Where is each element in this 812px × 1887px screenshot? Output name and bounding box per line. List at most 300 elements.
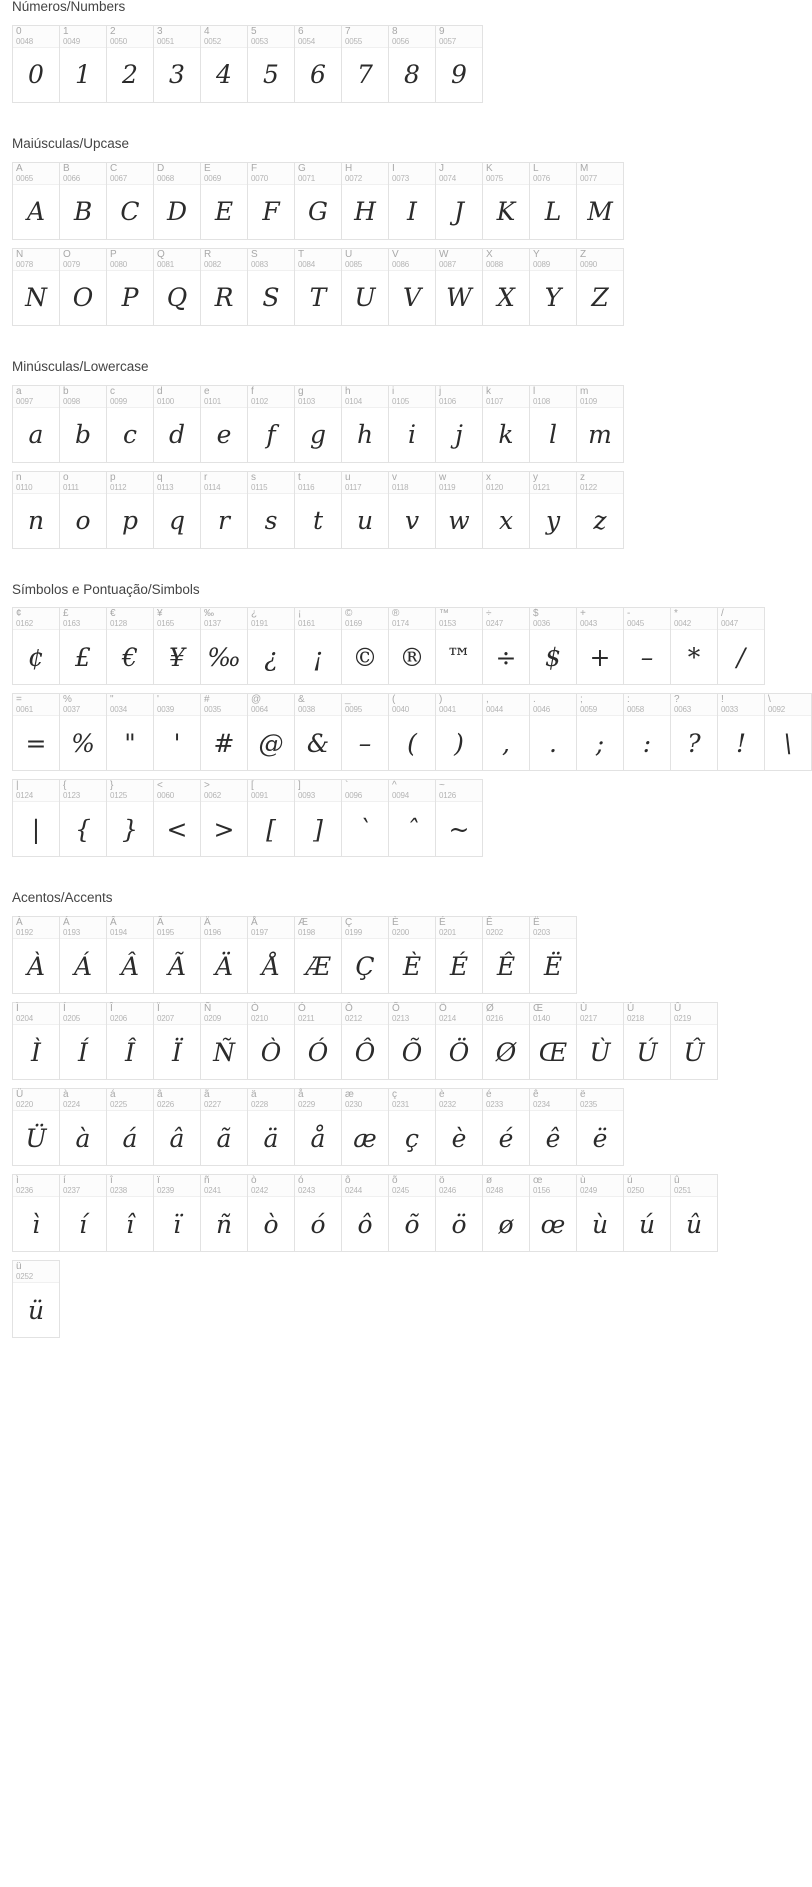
glyph-cell[interactable]: [154, 249, 201, 326]
glyph-meta: [13, 1003, 59, 1025]
glyph-cell[interactable]: [483, 1089, 530, 1166]
glyph-grid: [0, 15, 661, 103]
glyph-cell[interactable]: [436, 780, 483, 857]
glyph-row: [12, 1260, 60, 1338]
glyph-char-label: Ì: [16, 1003, 19, 1015]
glyph-code-label: 0078: [16, 259, 33, 269]
glyph-cell[interactable]: [295, 780, 342, 857]
glyph-cell[interactable]: [201, 472, 248, 549]
glyph-preview: <: [166, 814, 188, 844]
glyph-cell[interactable]: [201, 780, 248, 857]
glyph-cell[interactable]: [60, 1089, 107, 1166]
glyph-cell[interactable]: [577, 1175, 624, 1252]
glyph-cell[interactable]: [436, 472, 483, 549]
glyph-meta: [201, 780, 247, 802]
glyph-cell[interactable]: [154, 917, 201, 994]
glyph-cell[interactable]: [530, 249, 577, 326]
glyph-cell[interactable]: [60, 694, 107, 771]
glyph-cell[interactable]: [342, 694, 389, 771]
glyph-meta: [530, 608, 576, 630]
glyph-char-label: ‰: [204, 608, 214, 620]
glyph-cell[interactable]: [201, 1089, 248, 1166]
glyph-meta: [295, 386, 341, 408]
glyph-meta: [154, 780, 200, 802]
glyph-cell[interactable]: [60, 249, 107, 326]
glyph-cell[interactable]: [342, 1089, 389, 1166]
glyph-cell[interactable]: [13, 1003, 60, 1080]
glyph-cell[interactable]: [342, 249, 389, 326]
glyph-preview: ì: [32, 1209, 40, 1239]
glyph-char-label: ô: [345, 1175, 351, 1187]
glyph-cell[interactable]: [60, 1175, 107, 1252]
glyph-cell[interactable]: [389, 694, 436, 771]
glyph-char-label: v: [392, 471, 397, 483]
glyph-cell[interactable]: [13, 1089, 60, 1166]
glyph-cell[interactable]: [295, 26, 342, 103]
glyph-meta: [295, 917, 341, 939]
glyph-cell[interactable]: [201, 1175, 248, 1252]
glyph-code-label: 0153: [439, 619, 456, 629]
glyph-cell[interactable]: [295, 1089, 342, 1166]
glyph-cell[interactable]: [154, 472, 201, 549]
glyph-code-label: 0169: [345, 619, 362, 629]
glyph-preview: À: [26, 951, 46, 981]
glyph-cell[interactable]: [295, 472, 342, 549]
glyph-preview: Ã: [167, 951, 187, 981]
glyph-cell[interactable]: [577, 386, 624, 463]
glyph-cell[interactable]: [248, 249, 295, 326]
glyph-meta: [342, 1175, 388, 1197]
glyph-cell[interactable]: [577, 608, 624, 685]
glyph-cell[interactable]: [154, 386, 201, 463]
glyph-char-label: E: [204, 162, 211, 174]
glyph-code-label: 0097: [16, 396, 33, 406]
glyph-char-label: A: [16, 162, 23, 174]
glyph-cell[interactable]: [530, 1003, 577, 1080]
glyph-code-label: 0219: [674, 1014, 691, 1024]
glyph-cell[interactable]: [389, 163, 436, 240]
glyph-code-label: 0126: [439, 791, 456, 801]
glyph-cell[interactable]: [13, 26, 60, 103]
glyph-cell[interactable]: [389, 608, 436, 685]
glyph-meta: [248, 163, 294, 185]
glyph-cell[interactable]: [483, 1003, 530, 1080]
glyph-cell[interactable]: [389, 26, 436, 103]
glyph-cell[interactable]: [577, 249, 624, 326]
glyph-meta: [530, 694, 576, 716]
glyph-cell[interactable]: [248, 1175, 295, 1252]
glyph-preview: O: [72, 283, 94, 313]
glyph-cell[interactable]: [107, 608, 154, 685]
section-title: Maiúsculas/Upcase: [12, 135, 130, 151]
glyph-preview: Ù: [589, 1037, 611, 1067]
glyph-cell[interactable]: [107, 1175, 154, 1252]
glyph-char-label: l: [533, 385, 536, 397]
glyph-cell[interactable]: [248, 26, 295, 103]
glyph-cell[interactable]: [107, 694, 154, 771]
glyph-preview: Ò: [260, 1037, 282, 1067]
glyph-code-label: 0140: [533, 1014, 550, 1024]
glyph-row: [12, 471, 624, 549]
glyph-cell[interactable]: [201, 26, 248, 103]
glyph-cell[interactable]: [530, 917, 577, 994]
glyph-cell[interactable]: [483, 917, 530, 994]
glyph-cell[interactable]: [107, 386, 154, 463]
glyph-meta: [107, 1089, 153, 1111]
glyph-preview: 5: [263, 60, 279, 90]
glyph-cell[interactable]: [295, 163, 342, 240]
glyph-cell[interactable]: [154, 694, 201, 771]
glyph-cell[interactable]: [295, 608, 342, 685]
glyph-cell[interactable]: [201, 249, 248, 326]
glyph-cell[interactable]: [201, 163, 248, 240]
glyph-code-label: 0207: [157, 1014, 174, 1024]
glyph-meta: [107, 249, 153, 271]
glyph-cell[interactable]: [530, 163, 577, 240]
glyph-cell[interactable]: [201, 608, 248, 685]
glyph-char-label: _: [345, 694, 351, 706]
glyph-meta: [577, 694, 623, 716]
glyph-cell[interactable]: [154, 1003, 201, 1080]
glyph-cell[interactable]: [483, 694, 530, 771]
glyph-cell[interactable]: [154, 1175, 201, 1252]
glyph-meta: [671, 608, 717, 630]
glyph-cell[interactable]: [389, 386, 436, 463]
glyph-cell[interactable]: [60, 386, 107, 463]
section-spacer: [0, 326, 661, 360]
glyph-code-label: 0068: [157, 173, 174, 183]
glyph-preview: ¡: [312, 642, 324, 672]
glyph-cell[interactable]: [13, 917, 60, 994]
glyph-preview: Z: [591, 283, 609, 313]
glyph-cell[interactable]: [483, 386, 530, 463]
glyph-meta: [13, 1261, 59, 1283]
glyph-cell[interactable]: [154, 1089, 201, 1166]
glyph-char-label: i: [392, 385, 395, 397]
glyph-char-label: ®: [392, 608, 400, 620]
glyph-code-label: 0041: [439, 705, 456, 715]
glyph-preview: 9: [451, 60, 467, 90]
glyph-cell[interactable]: [530, 1089, 577, 1166]
glyph-code-label: 0192: [16, 928, 33, 938]
glyph-code-label: 0100: [157, 396, 174, 406]
glyph-char-label: ™: [439, 608, 449, 620]
glyph-section: [0, 0, 661, 103]
glyph-preview: œ: [540, 1209, 566, 1239]
glyph-cell[interactable]: [295, 917, 342, 994]
glyph-cell[interactable]: [389, 780, 436, 857]
glyph-cell[interactable]: [60, 26, 107, 103]
glyph-char-label: M: [580, 162, 589, 174]
glyph-cell[interactable]: [107, 917, 154, 994]
glyph-preview: î: [126, 1209, 134, 1239]
glyph-meta: [154, 917, 200, 939]
glyph-preview: g: [309, 420, 326, 450]
glyph-cell[interactable]: [248, 780, 295, 857]
glyph-preview: ø: [498, 1209, 514, 1239]
glyph-code-label: 0229: [298, 1100, 315, 1110]
glyph-char-label: ä: [251, 1089, 257, 1101]
glyph-cell[interactable]: [483, 249, 530, 326]
glyph-cell[interactable]: [13, 472, 60, 549]
glyph-code-label: 0247: [486, 619, 503, 629]
glyph-row: [12, 693, 812, 771]
glyph-cell[interactable]: [107, 1089, 154, 1166]
glyph-cell[interactable]: [107, 472, 154, 549]
glyph-cell[interactable]: [201, 1003, 248, 1080]
glyph-cell[interactable]: [483, 163, 530, 240]
glyph-cell[interactable]: [342, 26, 389, 103]
glyph-meta: [60, 694, 106, 716]
glyph-preview: 2: [122, 60, 138, 90]
glyph-code-label: 0120: [486, 482, 503, 492]
glyph-char-label: Á: [63, 917, 70, 929]
glyph-cell[interactable]: [436, 386, 483, 463]
glyph-meta: [436, 780, 482, 802]
glyph-cell[interactable]: [154, 608, 201, 685]
glyph-cell[interactable]: [295, 1175, 342, 1252]
glyph-cell[interactable]: [295, 694, 342, 771]
glyph-preview: ': [173, 728, 181, 758]
glyph-char-label: g: [298, 385, 304, 397]
glyph-cell[interactable]: [436, 249, 483, 326]
glyph-code-label: 0057: [439, 36, 456, 46]
glyph-code-label: 0206: [110, 1014, 127, 1024]
glyph-cell[interactable]: [483, 1175, 530, 1252]
glyph-meta: [60, 386, 106, 408]
glyph-meta: [248, 1003, 294, 1025]
glyph-cell[interactable]: [295, 386, 342, 463]
glyph-meta: [60, 1175, 106, 1197]
glyph-cell[interactable]: [248, 163, 295, 240]
glyph-row: [12, 607, 765, 685]
glyph-section: [0, 857, 705, 1338]
glyph-cell[interactable]: [436, 694, 483, 771]
glyph-preview: &: [306, 728, 330, 758]
glyph-preview: ~: [448, 814, 470, 844]
glyph-cell[interactable]: [671, 608, 718, 685]
glyph-cell[interactable]: [60, 608, 107, 685]
glyph-cell[interactable]: [436, 1089, 483, 1166]
glyph-char-label: G: [298, 162, 306, 174]
glyph-cell[interactable]: [60, 780, 107, 857]
glyph-cell[interactable]: [389, 1089, 436, 1166]
glyph-meta: [342, 163, 388, 185]
glyph-preview: x: [498, 506, 514, 536]
glyph-cell[interactable]: [577, 1003, 624, 1080]
glyph-preview: :: [642, 728, 652, 758]
glyph-preview: Œ: [538, 1037, 568, 1067]
glyph-cell[interactable]: [530, 1175, 577, 1252]
glyph-cell[interactable]: [60, 472, 107, 549]
glyph-preview: –: [358, 728, 372, 758]
glyph-cell[interactable]: [13, 386, 60, 463]
glyph-cell[interactable]: [389, 472, 436, 549]
glyph-cell[interactable]: [295, 249, 342, 326]
glyph-cell[interactable]: [107, 1003, 154, 1080]
glyph-cell[interactable]: [671, 694, 718, 771]
glyph-code-label: 0095: [345, 705, 362, 715]
glyph-cell[interactable]: [624, 1175, 671, 1252]
glyph-cell[interactable]: [107, 26, 154, 103]
glyph-meta: [342, 917, 388, 939]
glyph-meta: [436, 26, 482, 48]
glyph-cell[interactable]: [577, 472, 624, 549]
glyph-cell[interactable]: [483, 472, 530, 549]
glyph-char-label: ': [157, 694, 159, 706]
glyph-cell[interactable]: [624, 1003, 671, 1080]
glyph-code-label: 0043: [580, 619, 597, 629]
glyph-preview: ù: [591, 1209, 609, 1239]
glyph-char-label: =: [16, 694, 22, 706]
glyph-cell[interactable]: [436, 608, 483, 685]
glyph-char-label: .: [533, 694, 536, 706]
glyph-code-label: 0098: [63, 396, 80, 406]
glyph-char-label: n: [16, 471, 22, 483]
glyph-code-label: 0205: [63, 1014, 80, 1024]
glyph-cell[interactable]: [107, 249, 154, 326]
glyph-char-label: ó: [298, 1175, 304, 1187]
glyph-cell[interactable]: [436, 1175, 483, 1252]
glyph-code-label: 0110: [16, 482, 33, 492]
glyph-meta: [342, 1003, 388, 1025]
glyph-char-label: ¡: [298, 608, 302, 620]
glyph-cell[interactable]: [248, 917, 295, 994]
glyph-char-label: j: [439, 385, 442, 397]
glyph-meta: [436, 472, 482, 494]
glyph-cell[interactable]: [60, 917, 107, 994]
glyph-cell[interactable]: [436, 917, 483, 994]
glyph-preview: q: [168, 506, 185, 536]
glyph-cell[interactable]: [154, 163, 201, 240]
glyph-cell[interactable]: [342, 608, 389, 685]
glyph-cell[interactable]: [13, 780, 60, 857]
glyph-cell[interactable]: [295, 1003, 342, 1080]
glyph-cell[interactable]: [624, 608, 671, 685]
glyph-cell[interactable]: [248, 1089, 295, 1166]
glyph-preview: Ñ: [213, 1037, 235, 1067]
glyph-cell[interactable]: [154, 780, 201, 857]
glyph-cell[interactable]: [624, 694, 671, 771]
glyph-meta: [389, 249, 435, 271]
glyph-char-label: b: [63, 385, 69, 397]
glyph-char-label: `: [345, 780, 349, 792]
glyph-cell[interactable]: [718, 694, 765, 771]
glyph-cell[interactable]: [342, 917, 389, 994]
glyph-cell[interactable]: [13, 163, 60, 240]
glyph-preview: #: [213, 728, 235, 758]
glyph-cell[interactable]: [530, 472, 577, 549]
glyph-char-label: ;: [580, 694, 583, 706]
glyph-cell[interactable]: [342, 780, 389, 857]
glyph-cell[interactable]: [248, 1003, 295, 1080]
glyph-cell[interactable]: [13, 249, 60, 326]
glyph-char-label: !: [721, 694, 724, 706]
glyph-cell[interactable]: [13, 1261, 60, 1338]
glyph-cell[interactable]: [248, 694, 295, 771]
glyph-char-label: é: [486, 1089, 492, 1101]
glyph-cell[interactable]: [436, 26, 483, 103]
glyph-cell[interactable]: [530, 608, 577, 685]
glyph-meta: [436, 1089, 482, 1111]
glyph-meta: [624, 1175, 670, 1197]
glyph-cell[interactable]: [577, 163, 624, 240]
glyph-preview: e: [216, 420, 232, 450]
glyph-preview: K: [496, 197, 516, 227]
glyph-code-label: 0214: [439, 1014, 456, 1024]
glyph-cell[interactable]: [107, 780, 154, 857]
glyph-cell[interactable]: [13, 1175, 60, 1252]
glyph-cell[interactable]: [201, 917, 248, 994]
glyph-preview: %: [71, 728, 95, 758]
glyph-cell[interactable]: [13, 608, 60, 685]
glyph-char-label: Ä: [204, 917, 211, 929]
glyph-char-label: p: [110, 471, 116, 483]
glyph-cell[interactable]: [60, 163, 107, 240]
glyph-code-label: 0250: [627, 1186, 644, 1196]
glyph-grid: [0, 152, 661, 326]
glyph-cell[interactable]: [13, 694, 60, 771]
glyph-cell[interactable]: [436, 1003, 483, 1080]
glyph-meta: [483, 1089, 529, 1111]
glyph-cell[interactable]: [436, 163, 483, 240]
glyph-cell[interactable]: [107, 163, 154, 240]
glyph-preview: £: [75, 642, 91, 672]
glyph-meta: [530, 163, 576, 185]
glyph-cell[interactable]: [342, 163, 389, 240]
glyph-char-label: î: [110, 1175, 113, 1187]
glyph-cell[interactable]: [389, 249, 436, 326]
glyph-code-label: 0226: [157, 1100, 174, 1110]
glyph-preview: Y: [544, 283, 562, 313]
glyph-cell[interactable]: [530, 694, 577, 771]
glyph-cell[interactable]: [342, 386, 389, 463]
glyph-cell[interactable]: [342, 1175, 389, 1252]
glyph-cell[interactable]: [530, 386, 577, 463]
glyph-cell[interactable]: [342, 1003, 389, 1080]
glyph-cell[interactable]: [248, 608, 295, 685]
glyph-cell[interactable]: [671, 1175, 718, 1252]
glyph-meta: [248, 780, 294, 802]
glyph-char-label: ?: [674, 694, 680, 706]
glyph-cell[interactable]: [342, 472, 389, 549]
glyph-cell[interactable]: [389, 1003, 436, 1080]
glyph-section: [0, 103, 661, 326]
glyph-cell[interactable]: [201, 694, 248, 771]
glyph-cell[interactable]: [671, 1003, 718, 1080]
glyph-row: [12, 385, 624, 463]
glyph-char-label: F: [251, 162, 258, 174]
glyph-cell[interactable]: [154, 26, 201, 103]
glyph-cell[interactable]: [248, 386, 295, 463]
glyph-meta: [201, 1089, 247, 1111]
glyph-char-label: À: [16, 917, 23, 929]
glyph-cell[interactable]: [718, 608, 765, 685]
glyph-cell[interactable]: [389, 917, 436, 994]
glyph-cell[interactable]: [389, 1175, 436, 1252]
glyph-char-label: +: [580, 608, 586, 620]
glyph-cell[interactable]: [201, 386, 248, 463]
glyph-meta: [389, 1089, 435, 1111]
glyph-cell[interactable]: [248, 472, 295, 549]
glyph-cell[interactable]: [483, 608, 530, 685]
glyph-cell[interactable]: [577, 694, 624, 771]
glyph-code-label: 0246: [439, 1186, 456, 1196]
glyph-char-label: \: [768, 694, 771, 706]
glyph-cell[interactable]: [765, 694, 812, 771]
glyph-cell[interactable]: [577, 1089, 624, 1166]
glyph-cell[interactable]: [60, 1003, 107, 1080]
